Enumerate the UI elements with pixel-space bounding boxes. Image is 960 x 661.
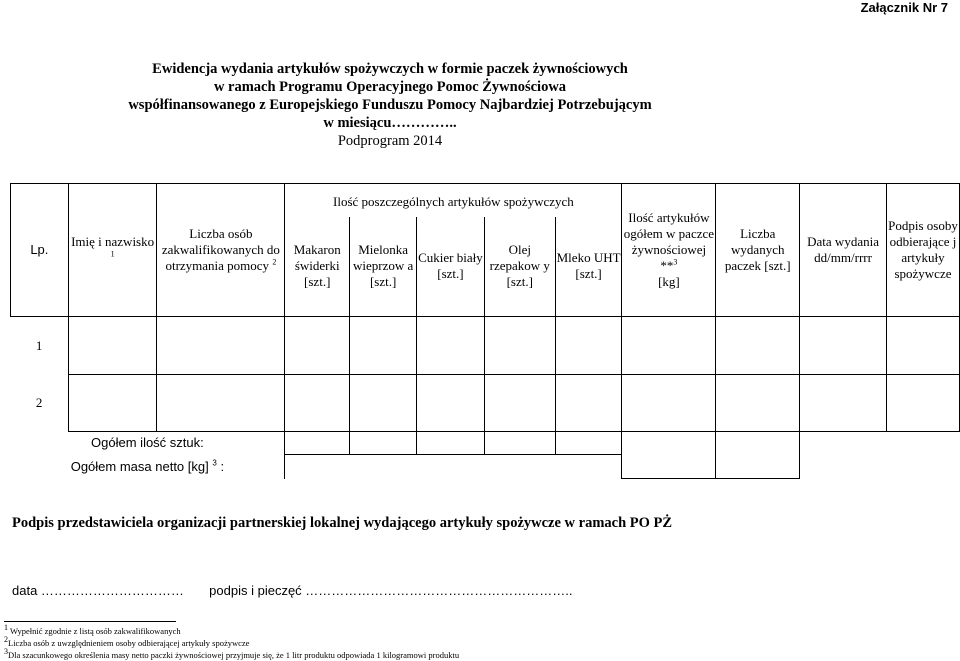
header-name: Imię i nazwisko $^1$ xyxy=(68,184,157,317)
cell-signature[interactable] xyxy=(886,317,959,375)
signature-title: Podpis przedstawiciela organizacji partnerskiej lokalnej wydającego artykuły spożywcze w ramach PO PŻ xyxy=(12,515,673,531)
cell-persons[interactable] xyxy=(157,375,285,432)
cell-makaron[interactable] xyxy=(285,375,350,432)
footnote-divider xyxy=(4,621,176,622)
header-item-mleko: Mleko UHT [szt.] xyxy=(555,217,622,317)
cell-mielonka[interactable] xyxy=(350,317,417,375)
title-subprogram: Podprogram 2014 xyxy=(337,133,443,149)
title-line-4: w miesiącu………….. xyxy=(323,115,457,131)
title-line-2: w ramach Programu Operacyjnego Pomoc Żywnościowa xyxy=(213,79,567,95)
cell-olej[interactable] xyxy=(484,375,555,432)
header-persons: Liczba osób zakwalifikowanych do otrzymania pomocy $^2$ xyxy=(157,184,285,317)
cell-total[interactable] xyxy=(622,317,716,375)
table-row xyxy=(11,317,960,375)
summary-makaron[interactable] xyxy=(285,432,350,455)
cell-name[interactable] xyxy=(68,375,157,432)
row-number: 2 xyxy=(35,395,43,410)
cell-mleko[interactable] xyxy=(555,375,622,432)
header-date: Data wydania dd/mm/rrrr xyxy=(800,184,887,317)
summary-mleko[interactable] xyxy=(555,432,622,455)
cell-cukier[interactable] xyxy=(417,317,485,375)
annex-label: Załącznik Nr 7 xyxy=(860,0,948,15)
header-item-makaron: Makaron świderki [szt.] xyxy=(285,217,350,317)
cell-persons[interactable] xyxy=(157,317,285,375)
cell-mielonka[interactable] xyxy=(350,375,417,432)
header-packages: Liczba wydanych paczek [szt.] xyxy=(716,184,800,317)
header-lp: Lp. xyxy=(11,184,69,317)
header-total: Ilość artykułów ogółem w paczce żywnościowej **$^3$ [kg] xyxy=(622,184,716,317)
cell-date[interactable] xyxy=(800,375,887,432)
cell-packages[interactable] xyxy=(716,375,800,432)
header-item-mielonka: Mielonka wieprzow a [szt.] xyxy=(350,217,417,317)
cell-packages[interactable] xyxy=(716,317,800,375)
summary-row-mass xyxy=(11,455,960,479)
summary-mass-packages[interactable] xyxy=(716,455,800,479)
cell-total[interactable] xyxy=(622,375,716,432)
summary-mielonka[interactable] xyxy=(350,432,417,455)
summary-row-count xyxy=(11,432,960,455)
header-signature: Podpis osoby odbierające j artykuły spożywcze xyxy=(886,184,959,317)
header-item-cukier: Cukier biały [szt.] xyxy=(417,217,485,317)
title-line-1: Ewidencja wydania artykułów spożywczych w formie paczek żywnościowych xyxy=(152,61,628,77)
cell-signature[interactable] xyxy=(886,375,959,432)
sign-field[interactable]: podpis i pieczęć …………………………………………………….. xyxy=(209,583,573,598)
cell-mleko[interactable] xyxy=(555,317,622,375)
summary-mass-label: Ogółem masa netto [kg] $^3$ : xyxy=(70,458,225,474)
footnote-1: $^1$ Wypełnić zgodnie z listą osób zakwalifikowanych xyxy=(4,623,181,636)
summary-total-blank xyxy=(622,432,716,455)
header-items-group: Ilość poszczególnych artykułów spożywczych xyxy=(285,184,622,217)
cell-olej[interactable] xyxy=(484,317,555,375)
signature-line xyxy=(12,583,573,598)
summary-mass-empty xyxy=(800,455,960,479)
document-title xyxy=(0,60,780,150)
summary-count-label: Ogółem ilość sztuk: xyxy=(91,435,204,451)
summary-mass-blank xyxy=(285,455,622,479)
footnote-3: $^3$Dla szacunkowego określenia masy netto paczki żywnościowej przyjmuje się, że 1 litr produktu odpowiada 1 kilogramowi produktu xyxy=(4,647,460,660)
row-number: 1 xyxy=(35,337,43,353)
summary-empty xyxy=(800,432,960,455)
title-line-3: współfinansowanego z Europejskiego Funduszu Pomocy Najbardziej Potrzebującym xyxy=(128,97,652,113)
header-item-olej: Olej rzepakow y [szt.] xyxy=(484,217,555,317)
cell-cukier[interactable] xyxy=(417,375,485,432)
table-row xyxy=(11,375,960,432)
cell-makaron[interactable] xyxy=(285,317,350,375)
summary-olej[interactable] xyxy=(484,432,555,455)
footnote-2: $^2$Liczba osób z uwzględnieniem osoby odbierającej artykuły spożywcze xyxy=(4,635,250,648)
date-field[interactable]: data …………………………… xyxy=(12,583,184,598)
summary-cukier[interactable] xyxy=(417,432,485,455)
summary-packages[interactable] xyxy=(716,432,800,455)
distribution-table xyxy=(10,183,960,479)
cell-date[interactable] xyxy=(800,317,887,375)
cell-name[interactable] xyxy=(68,317,157,375)
summary-mass-value[interactable] xyxy=(622,455,716,479)
